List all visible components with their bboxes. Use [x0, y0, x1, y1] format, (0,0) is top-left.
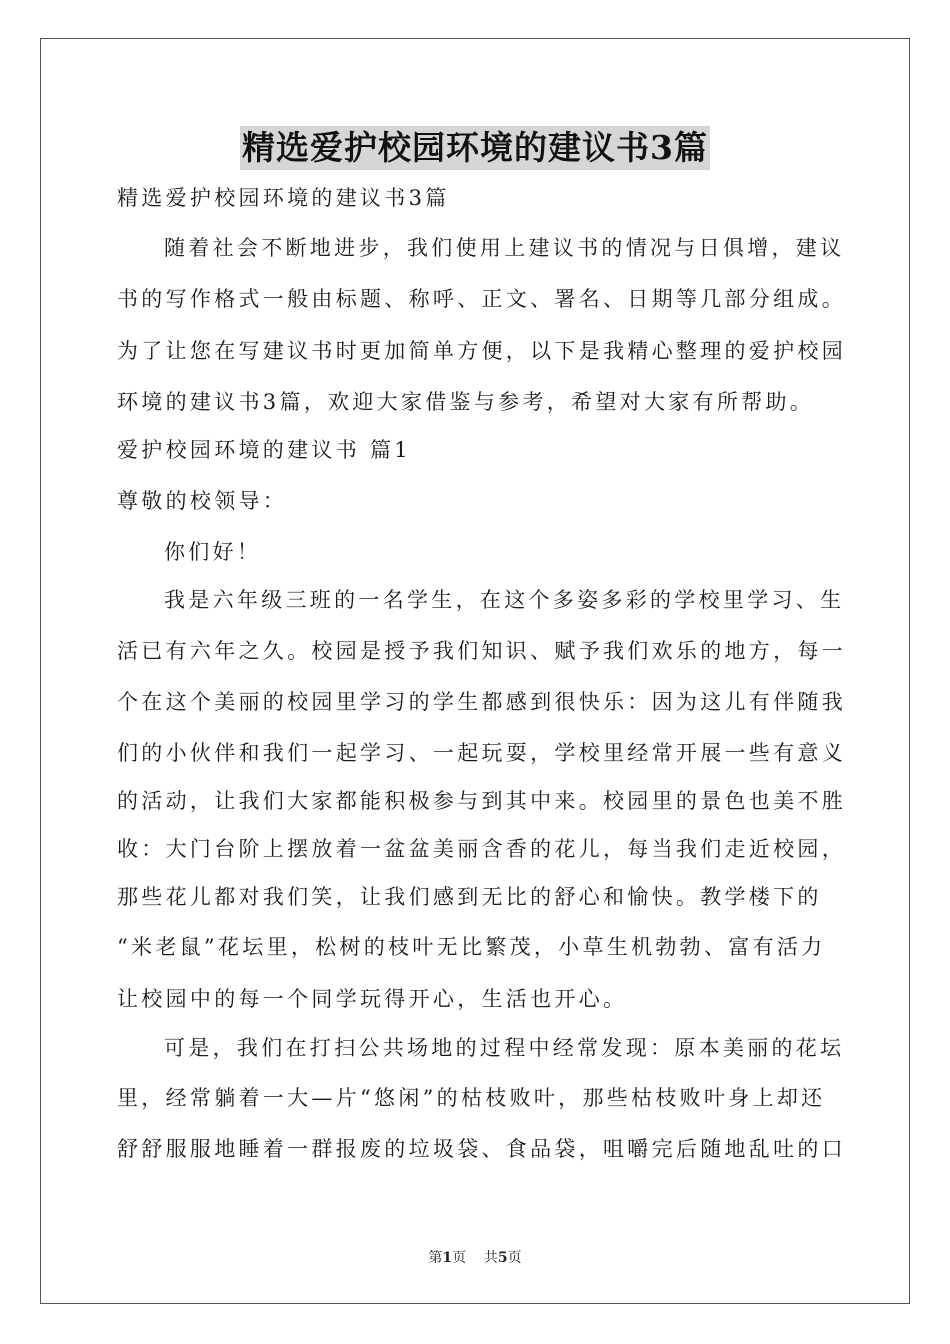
page-prefix: 第 — [428, 1250, 443, 1266]
intro-line: 为了让您在写建议书时更加简单方便，以下是我精心整理的爱护校园 — [117, 339, 846, 363]
paragraph-line: 可是，我们在打扫公共场地的过程中经常发现：原本美丽的花坛 — [164, 1036, 845, 1060]
total-suffix: 页 — [507, 1250, 522, 1266]
document-title-block — [0, 126, 950, 170]
paragraph-line: 个在这个美丽的校园里学习的学生都感到很快乐：因为这儿有伴随我 — [117, 690, 846, 714]
paragraph-line: 舒舒服服地睡着一群报废的垃圾袋、食品袋，咀嚼完后随地乱吐的口 — [117, 1137, 846, 1161]
intro-line: 随着社会不断地进步，我们使用上建议书的情况与日俱增，建议 — [164, 236, 845, 260]
greeting: 你们好！ — [164, 540, 262, 564]
section-heading: 爱护校园环境的建议书 篇1 — [117, 438, 411, 462]
page-suffix: 页 — [452, 1250, 467, 1266]
paragraph-line: 收：大门台阶上摆放着一盆盆美丽含香的花儿，每当我们走近校园， — [117, 837, 846, 861]
paragraph-line: 让校园中的每一个同学玩得开心，生活也开心。 — [117, 987, 628, 1011]
intro-line: 书的写作格式一般由标题、称呼、正文、署名、日期等几部分组成。 — [117, 287, 846, 311]
page-border — [40, 38, 910, 1304]
paragraph-line: “米老鼠”花坛里，松树的枝叶无比繁茂，小草生机勃勃、富有活力 — [117, 935, 826, 959]
page-footer — [0, 1247, 950, 1267]
total-prefix: 共 — [483, 1250, 498, 1266]
paragraph-line: 我是六年级三班的一名学生，在这个多姿多彩的学校里学习、生 — [164, 588, 845, 612]
intro-line: 环境的建议书3篇，欢迎大家借鉴与参考，希望对大家有所帮助。 — [117, 390, 815, 414]
paragraph-line: 活已有六年之久。校园是授予我们知识、赋予我们欢乐的地方，每一 — [117, 639, 846, 663]
document-subtitle: 精选爱护校园环境的建议书3篇 — [117, 186, 450, 210]
total-pages: 5 — [497, 1250, 508, 1266]
salutation: 尊敬的校领导： — [117, 489, 288, 513]
page-number: 1 — [442, 1250, 453, 1266]
paragraph-line: 的活动，让我们大家都能积极参与到其中来。校园里的景色也美不胜 — [117, 789, 846, 813]
document-title: 精选爱护校园环境的建议书3篇 — [240, 126, 710, 170]
paragraph-line: 里，经常躺着一大—片“悠闲”的枯枝败叶，那些枯枝败叶身上却还 — [117, 1086, 826, 1110]
paragraph-line: 那些花儿都对我们笑，让我们感到无比的舒心和愉快。教学楼下的 — [117, 885, 822, 909]
paragraph-line: 们的小伙伴和我们一起学习、一起玩耍，学校里经常开展一些有意义 — [117, 741, 846, 765]
